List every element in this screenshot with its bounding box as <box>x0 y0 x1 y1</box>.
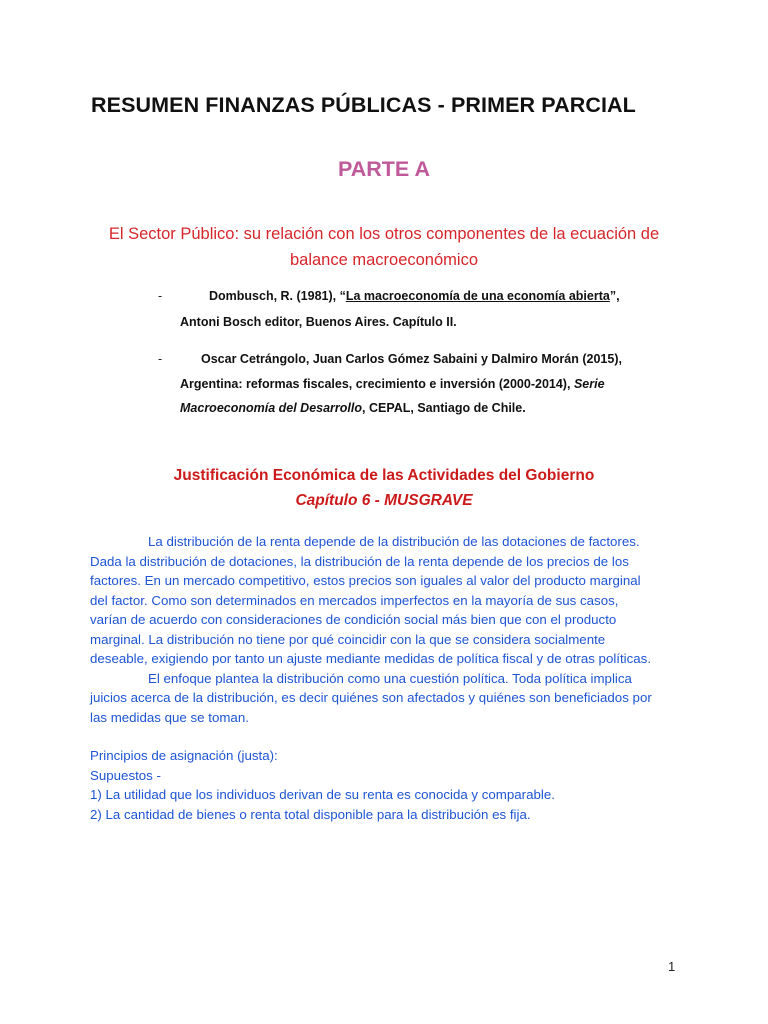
reference-2-series-name: Macroeconomía del Desarrollo <box>180 401 363 415</box>
section-heading-chapter: Capítulo 6 - MUSGRAVE <box>295 492 473 509</box>
reference-1-author: Dombusch, R. (1981), “ <box>209 289 346 303</box>
reference-1-line-1 <box>209 283 620 309</box>
part-heading: PARTE A <box>338 157 430 181</box>
paragraph-line: El enfoque plantea la distribución como una cuestión política. Toda política implica <box>148 670 632 686</box>
principles-list <box>90 746 555 824</box>
section-heading-title: Justificación Económica de las Actividades del Gobierno <box>173 467 595 484</box>
section-heading <box>0 463 768 513</box>
paragraph-line: Dada la distribución de dotaciones, la distribución de la renta depende de los precios de los <box>90 553 629 569</box>
list-line: Supuestos - <box>90 767 161 783</box>
body-paragraph <box>90 532 652 727</box>
section-title: El Sector Público: su relación con los otros componentes de la ecuación de balance macroeconómico <box>108 225 660 269</box>
reference-1-quote-close: ”, <box>609 289 620 303</box>
paragraph-line: juicios acerca de la distribución, es decir quiénes son afectados y quiénes son beneficiados por <box>90 690 652 705</box>
reference-2-line-1: Oscar Cetrángolo, Juan Carlos Gómez Sabaini y Dalmiro Morán (2015), <box>201 352 622 366</box>
paragraph-line: del factor. Como son determinados en mercados imperfectos en la mayoría de sus casos, <box>90 592 619 608</box>
bullet-marker: - <box>158 289 163 303</box>
reference-2-line-2 <box>180 371 605 397</box>
reference-2-series: Serie <box>573 377 605 391</box>
paragraph-line: La distribución de la renta depende de la distribución de las dotaciones de factores. <box>148 534 640 549</box>
reference-2-publisher: , CEPAL, Santiago de Chile. <box>362 401 526 415</box>
document-title: RESUMEN FINANZAS PÚBLICAS - PRIMER PARCIAL <box>91 93 636 117</box>
page-number: 1 <box>668 959 676 974</box>
reference-1-book-link[interactable]: La macroeconomía de una economía abierta <box>345 289 610 303</box>
list-line: Principios de asignación (justa): <box>90 748 278 763</box>
list-line: 2) La cantidad de bienes o renta total disponible para la distribución es fija. <box>90 806 531 822</box>
paragraph-line: marginal. La distribución no tiene por qué coincidir con la que se considera socialmente <box>90 631 606 647</box>
reference-2-text: Argentina: reformas fiscales, crecimiento e inversión (2000-2014), <box>180 377 571 391</box>
paragraph-line: deseable, exigiendo por tanto un ajuste mediante medidas de política fiscal y de otras políticas. <box>90 651 652 666</box>
reference-2-line-3 <box>180 395 526 421</box>
paragraph-line: varían de acuerdo con consideraciones de condición social más bien que con el producto <box>90 612 617 627</box>
paragraph-line: las medidas que se toman. <box>90 709 249 725</box>
paragraph-line: factores. En un mercado competitivo, estos precios son iguales al valor del producto marginal <box>90 573 641 588</box>
reference-1-line-2: Antoni Bosch editor, Buenos Aires. Capítulo II. <box>180 315 457 329</box>
list-line: 1) La utilidad que los individuos derivan de su renta es conocida y comparable. <box>90 787 555 802</box>
bullet-marker: - <box>158 352 163 366</box>
